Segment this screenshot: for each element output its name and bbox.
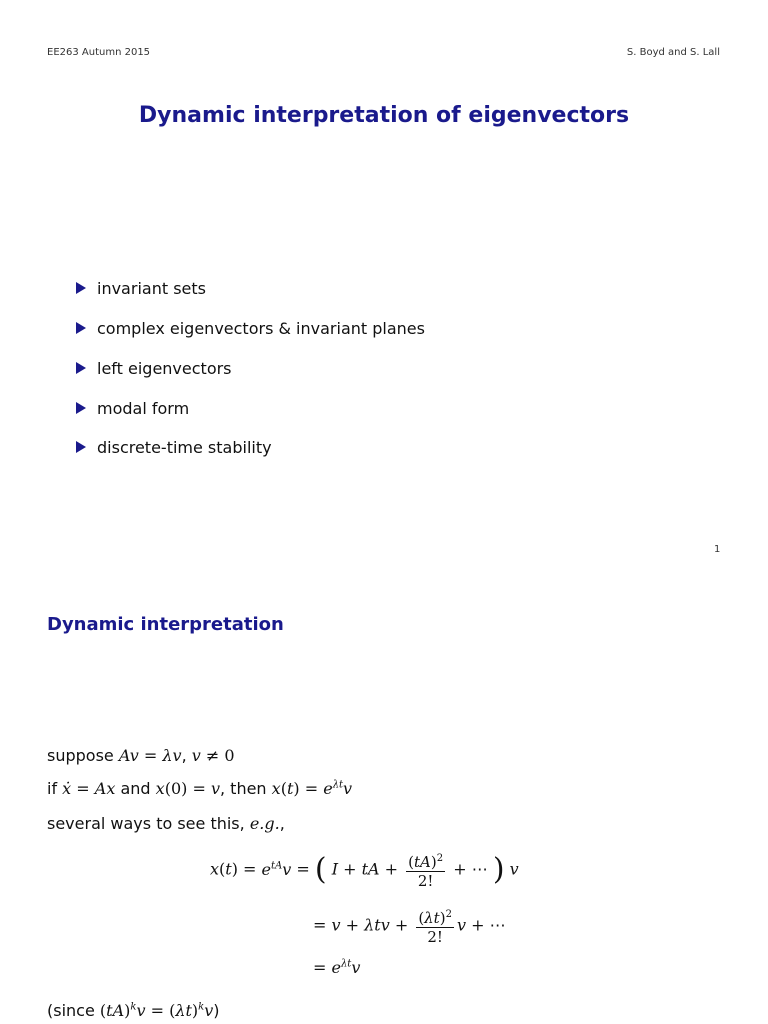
bullet-item: modal form xyxy=(76,397,189,419)
since-line: (since $(tA)^kv = (\lambda t)^kv$) xyxy=(47,1001,220,1020)
equation-line-2: = v + λtv + $\frac{(\lambda t)^2}{2!}$ v + ⋯ xyxy=(313,906,506,946)
bullet-item: discrete-time stability xyxy=(76,436,272,458)
header-course: EE263 Autumn 2015 xyxy=(47,47,151,58)
bullet-item: invariant sets xyxy=(76,277,206,299)
ways-line: several ways to see this, e.g., xyxy=(47,814,285,833)
if-line: if ẋ = Ax and x(0) = v, then $x(t) = e^{\lambda t}v$ xyxy=(47,779,353,798)
equation-line-1: $x(t) = e^{tA}v$ = ( I + tA + $\frac{(tA)^2}{2!}$ + ⋯ ) v xyxy=(210,852,519,890)
triangle-bullet-icon xyxy=(76,362,86,374)
triangle-bullet-icon xyxy=(76,322,86,334)
triangle-bullet-icon xyxy=(76,441,86,453)
section-title: Dynamic interpretation xyxy=(47,614,284,635)
page-number: 1 xyxy=(714,544,721,555)
triangle-bullet-icon xyxy=(76,282,86,294)
bullet-item: complex eigenvectors & invariant planes xyxy=(76,317,425,339)
triangle-bullet-icon xyxy=(76,402,86,414)
equation-line-3: = $e^{\lambda t}v$ xyxy=(313,958,361,977)
header-authors: S. Boyd and S. Lall xyxy=(626,47,720,58)
slide-title: Dynamic interpretation of eigenvectors xyxy=(138,103,630,128)
suppose-line: suppose Av = λv, v ≠ 0 xyxy=(47,746,235,765)
bullet-item: left eigenvectors xyxy=(76,357,232,379)
